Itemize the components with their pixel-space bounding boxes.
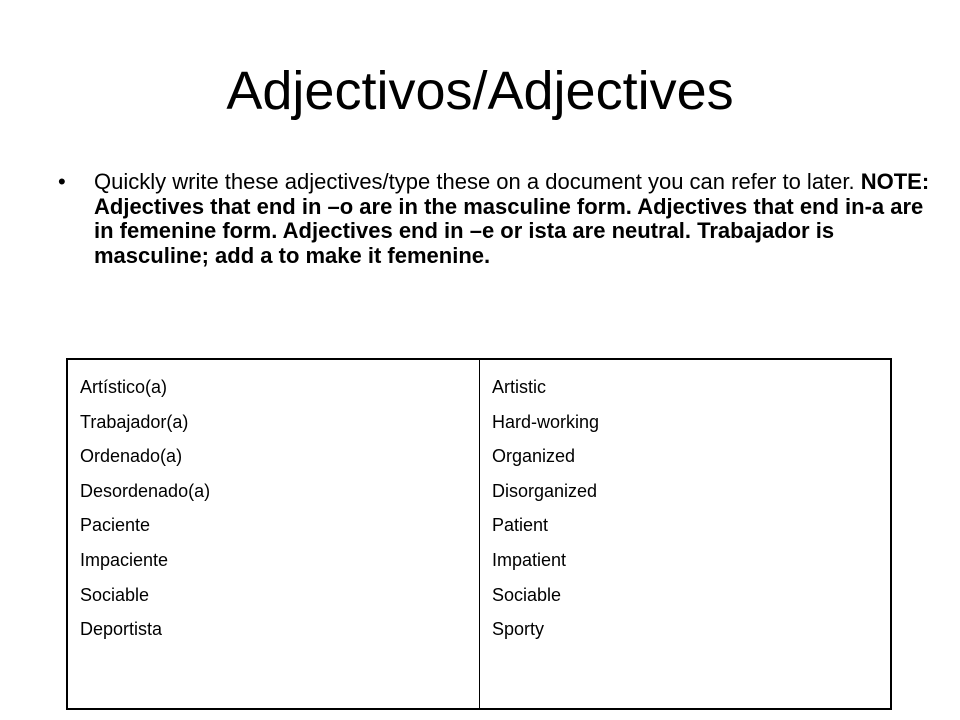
- english-word: Disorganized: [492, 480, 598, 501]
- vocabulary-table: [66, 358, 892, 710]
- bullet-point-icon: •: [58, 169, 66, 194]
- english-word: Sporty: [492, 619, 545, 640]
- english-word: Impatient: [492, 549, 567, 570]
- spanish-word: Paciente: [80, 515, 151, 536]
- english-word: Patient: [492, 515, 549, 536]
- spanish-word: Desordenado(a): [80, 480, 211, 501]
- english-column: [479, 360, 890, 708]
- english-word: Organized: [492, 446, 576, 467]
- instruction-note: NOTE: Adjectives that end in –o are in the masculine form. Adjectives that end in-a are in femenine form. Adjectives end in –e or ista are neutral. Trabajador is masculine; add a to make it femenine.: [94, 169, 930, 268]
- spanish-word: Sociable: [80, 584, 150, 605]
- english-word: Hard-working: [492, 411, 600, 432]
- english-word: Artistic: [492, 377, 546, 397]
- spanish-column: [68, 360, 479, 708]
- instruction-intro: Quickly write these adjectives/type these on a document you can refer to later.: [94, 169, 861, 194]
- instruction-bullet: [58, 170, 938, 268]
- spanish-word: Trabajador(a): [80, 411, 189, 432]
- english-word: Sociable: [492, 584, 562, 605]
- spanish-word: Ordenado(a): [80, 446, 183, 467]
- spanish-word: Impaciente: [80, 549, 169, 570]
- spanish-word: Deportista: [80, 619, 163, 640]
- slide-title: Adjectivos/Adjectives: [226, 61, 734, 121]
- spanish-word: Artístico(a): [80, 377, 168, 397]
- instruction-text: [94, 170, 934, 268]
